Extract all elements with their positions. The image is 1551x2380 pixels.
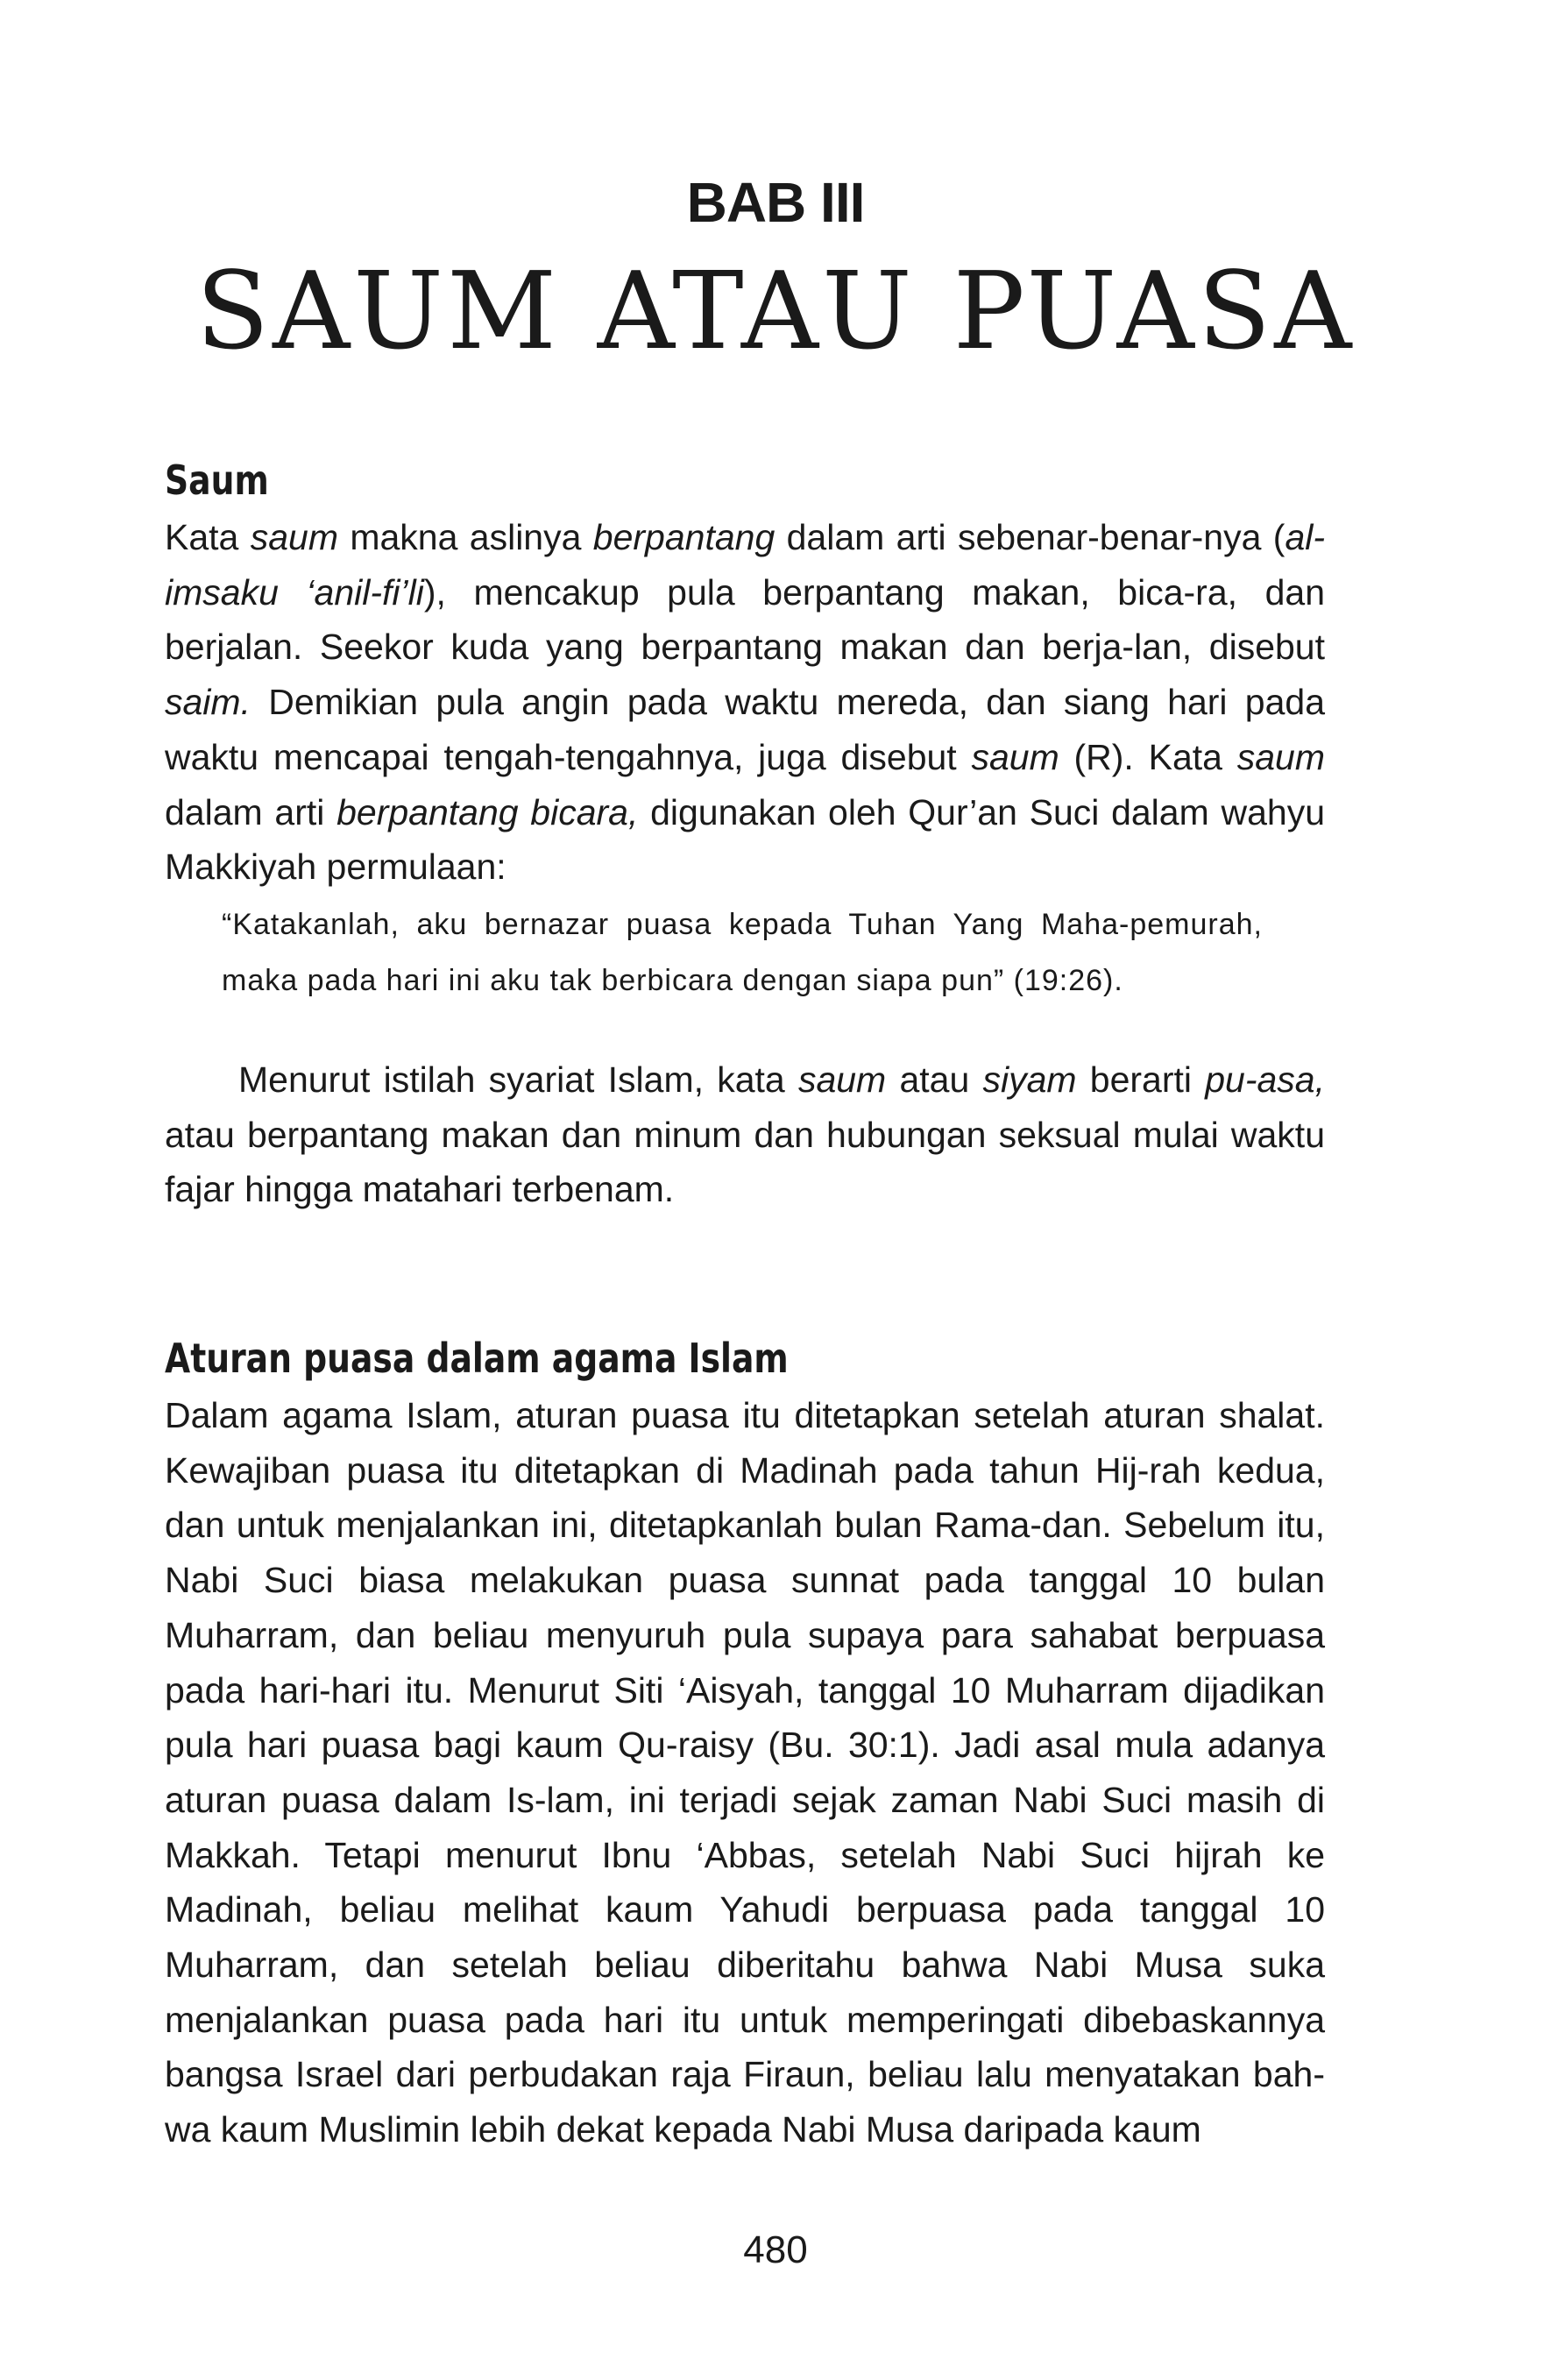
paragraph-saum-definition: Kata saum makna aslinya berpantang dalam arti sebenar-benar-nya (al-imsaku ‘anil-fi’li), mencakup pula berpantang makan, bica-ra, dan berjalan. Seekor kuda yang berpantang makan dan berja-lan, disebut saim. Demikian pula angin pada waktu mereda, dan siang hari pada waktu mencapai tengah-tengahnya, juga disebut saum (R). Kata saum dalam arti berpantang bicara, digunakan oleh Qur’an Suci dalam wahyu Makkiyah permulaan: xyxy=(165,517,1326,888)
quran-quote: “Katakanlah, aku bernazar puasa kepada Tuhan Yang Maha-pemurah, maka pada hari ini aku tak berbicara dengan siapa pun” (19:26). xyxy=(222,907,1263,997)
section-aturan-puasa xyxy=(165,1332,1392,2157)
paragraph-aturan-puasa: Dalam agama Islam, aturan puasa itu ditetapkan setelah aturan shalat. Kewajiban puasa itu ditetapkan di Madinah pada tahun Hij-rah kedua, dan untuk menjalankan ini, ditetapkanlah bulan Rama-dan. Sebelum itu, Nabi Suci biasa melakukan puasa sunnat pada tanggal 10 bulan Muharram, dan beliau menyuruh pula supaya para sahabat berpuasa pada hari-hari itu. Menurut Siti ‘Aisyah, tanggal 10 Muharram dijadikan pula hari puasa bagi kaum Qu-raisy (Bu. 30:1). Jadi asal mula adanya aturan puasa dalam Is-lam, ini terjadi sejak zaman Nabi Suci masih di Makkah. Tetapi menurut Ibnu ‘Abbas, setelah Nabi Suci hijrah ke Madinah, beliau melihat kaum Yahudi berpuasa pada tanggal 10 Muharram, dan setelah beliau diberitahu bahwa Nabi Musa suka menjalankan puasa pada hari itu untuk memperingati dibebaskannya bangsa Israel dari perbudakan raja Firaun, beliau lalu menyatakan bah-wa kaum Muslimin lebih dekat kepada Nabi Musa daripada kaum xyxy=(165,1395,1325,2150)
section-heading-aturan-puasa: Aturan puasa dalam agama Islam xyxy=(165,1335,789,1382)
chapter-title: SAUM ATAU PUASA xyxy=(195,249,1356,373)
chapter-label: BAB III xyxy=(686,171,865,234)
section-saum xyxy=(165,454,1392,1217)
paragraph-saum-syariat: Menurut istilah syariat Islam, kata saum atau siyam berarti pu-asa, atau berpantang makan dan minum dan hubungan seksual mulai waktu fajar hingga matahari terbenam. xyxy=(165,1059,1325,1210)
section-heading-saum: Saum xyxy=(165,457,269,504)
page-number: 480 xyxy=(743,2228,808,2271)
